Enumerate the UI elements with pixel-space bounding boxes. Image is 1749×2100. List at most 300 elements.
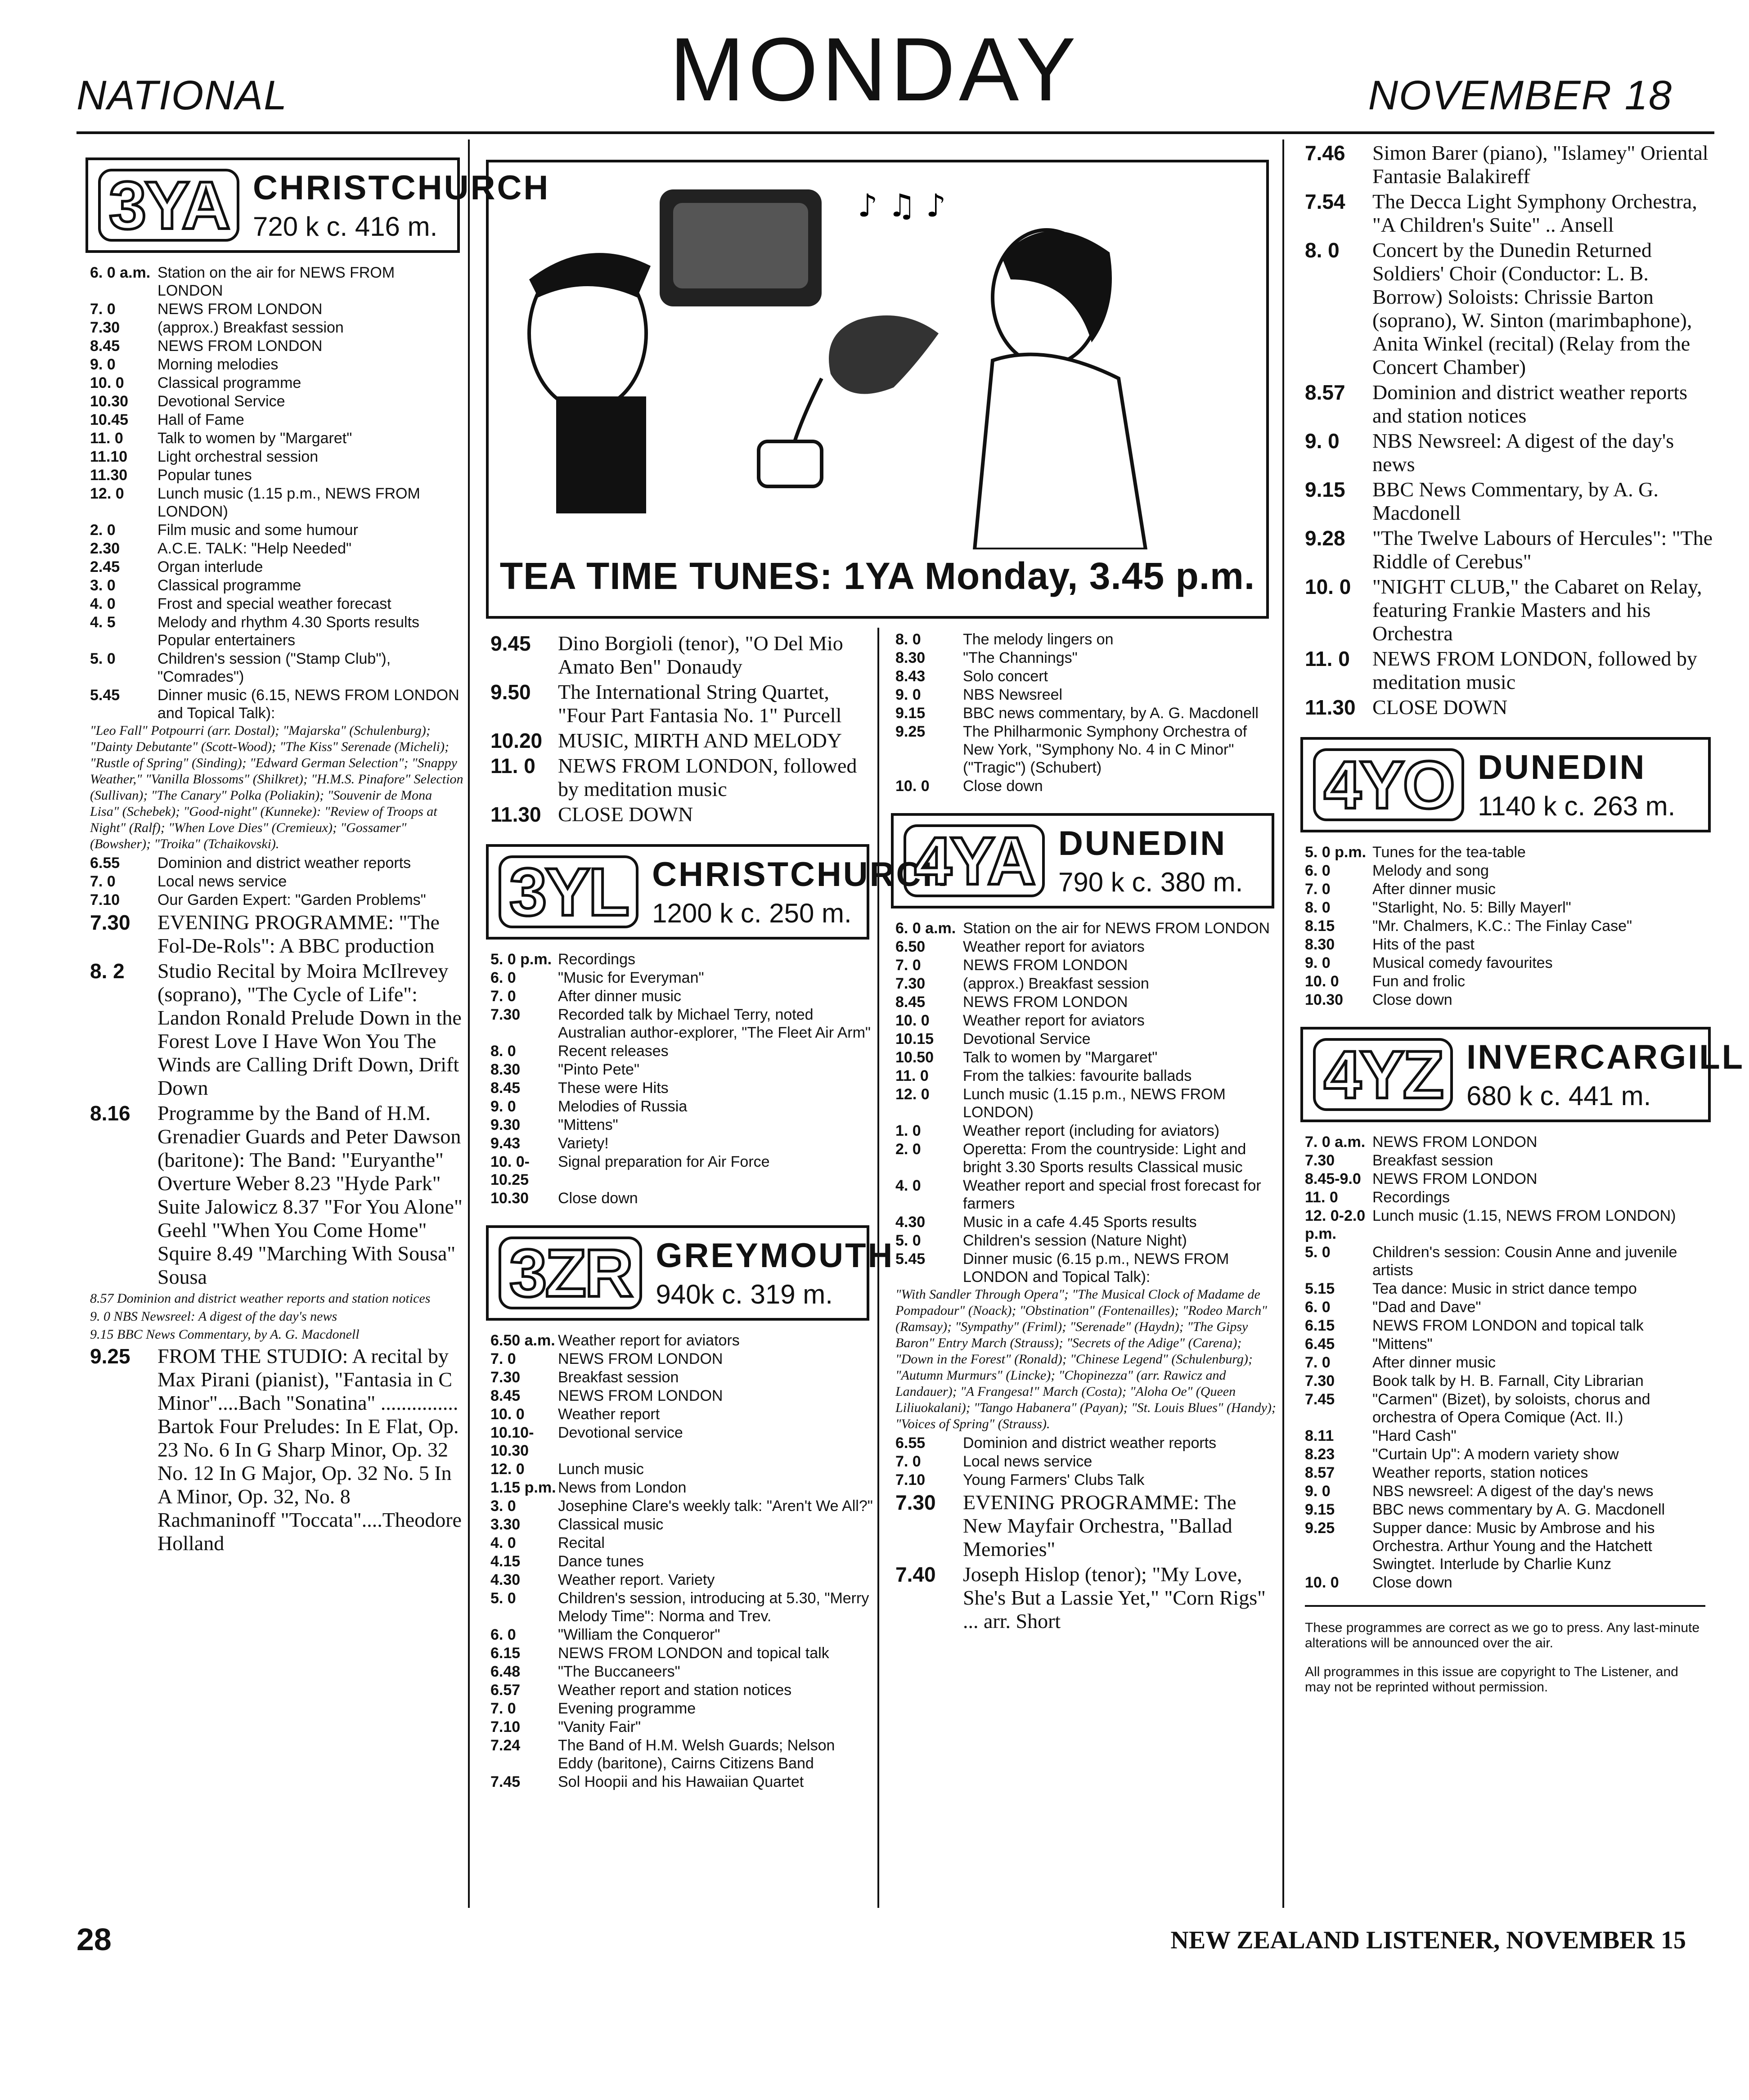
station-frequency: 940k c. 319 m. [656,1279,833,1309]
notice-rule [1305,1605,1705,1607]
programme-time: 5.15 [1305,1280,1335,1297]
station-header [891,813,1274,908]
programme-time: 6.48 [490,1663,521,1680]
programme-time: 10. 0 [895,778,930,795]
station-info [1478,748,1675,822]
programme-entry [1305,1501,1714,1519]
programme-time: 7. 0 [490,988,516,1005]
programme-entry [90,613,463,649]
programme-entry [895,1232,1278,1250]
programme-description: A.C.E. TALK: "Help Needed" [157,540,352,557]
programme-time: 5. 0 [895,1232,921,1249]
programme-entry [1305,843,1714,861]
programme-description: Station on the air for NEWS FROM LONDON [963,920,1270,937]
programme-description: "Hard Cash" [1372,1427,1457,1444]
programme-entry [90,686,463,722]
programme-description: Joseph Hislop (tenor); "My Love, She's But a Lassie Yet," "Corn Rigs" ... arr. Short [963,1563,1266,1632]
programme-description: "Carmen" (Bizet), by soloists, chorus and orchestra of Opera Comique (Act. II.) [1372,1391,1650,1426]
programme-time: 8.23 [1305,1446,1335,1463]
dinner-music-list: "With Sandler Through Opera"; "The Musical Clock of Madame de Pompadour" (Noack); "Obstination" (Fontenailles); "Rodeo March" (Ramsay); "Sympathy" (Friml); "Serenade" (Haydn); "The Gipsy Baron" Entry March (Strauss); "Secrets of the Adige" (Carena); "Down in the Forest" (Ronald); "Chinese Legend" (Schulenburg); "Autumn Murmurs" (Lincke); "Chopinezza" (arr. Rawicz and Landauer); "A Frangesa!" March (Costa); "Aloha Oe" (Queen Liliuokalani); "Tango Habanera" (Payan); "St. Louis Blues" (Handy); "Voices of Spring" (Strauss). [895,1287,1276,1431]
programme-time: 12. 0 [490,1461,525,1478]
programme-description: Weather report and special frost forecast for farmers [963,1177,1261,1212]
programme-entry [490,969,873,987]
programme-entry [895,1030,1278,1048]
programme-entry [490,987,873,1005]
programme-description: NEWS FROM LONDON [963,957,1128,974]
programme-entry [1305,1298,1714,1316]
programme-time: 6.57 [490,1682,521,1699]
programme-entry [1305,862,1714,880]
station-info [1466,1038,1745,1111]
programme-entry [895,1140,1278,1176]
programme-time: 10.45 [90,411,129,428]
programme-entry [1305,429,1714,476]
programme-entry [490,1773,873,1791]
station-info [656,1236,894,1310]
programme-description: Devotional Service [963,1030,1091,1048]
programme-description: Weather report. Variety [558,1571,715,1588]
programme-description: Tea dance: Music in strict dance tempo [1372,1280,1637,1297]
programme-time: 6.55 [895,1434,926,1452]
programme-entry [90,319,463,337]
programme-description: Lunch music (1.15 p.m., NEWS FROM LONDON) [157,485,420,520]
programme-description: "William the Conqueror" [558,1626,720,1643]
programme-entry [490,1663,873,1681]
programme-time: 7.54 [1305,190,1345,213]
station-header [85,157,550,253]
programme-description: Musical comedy favourites [1372,954,1553,971]
programme-time: 7.30 [895,1491,936,1514]
programme-description: Close down [558,1190,638,1207]
station-header [1300,737,1711,832]
programme-time: 7.10 [90,891,120,908]
programme-entry [90,854,463,872]
programme-entry [1305,1354,1714,1372]
programme-time: 11. 0 [1305,1189,1338,1206]
programme-entry [90,650,463,686]
programme-description: Lunch music (1.15, NEWS FROM LONDON) [1372,1207,1676,1224]
programme-entry [1305,1372,1714,1390]
programme-description: NEWS FROM LONDON and topical talk [1372,1317,1644,1334]
programme-entry [490,1042,873,1060]
programme-description: "Mittens" [1372,1336,1433,1353]
programme-description: NEWS FROM LONDON and topical talk [558,1645,829,1662]
copyright-notice: All programmes in this issue are copyright to The Listener, and may not be reprinted without permission. [1305,1664,1678,1695]
programme-entry [490,1097,873,1115]
programme-time: 4. 5 [90,614,116,631]
programme-description: NEWS FROM LONDON [1372,1133,1538,1151]
station-name: DUNEDIN [1058,824,1227,863]
programme-description: Local news service [157,873,287,890]
programme-time: 8.30 [490,1061,521,1078]
programme-description: Variety! [558,1135,609,1152]
programme-entry [895,686,1278,704]
programme-time: 5.45 [895,1250,926,1268]
programme-entry [895,1012,1278,1030]
station-call-sign: 4YZ [1313,1038,1453,1111]
programme-description: "Curtain Up": A modern variety show [1372,1446,1619,1463]
programme-entry [1305,1243,1714,1279]
programme-description: Concert by the Dunedin Returned Soldiers' Choir (Conductor: L. B. Borrow) Soloists: Chrissie Barton (soprano), W. Sinton (marimbaphone), Anita Winkel (recital) (Relay from the Concert Chamber) [1372,238,1692,378]
programme-entry [90,540,463,558]
programme-time: 1.15 p.m. [490,1479,556,1496]
programme-entry [90,1102,463,1289]
programme-time: 3.30 [490,1516,521,1533]
programme-time: 9. 0 [1305,429,1340,453]
programme-entry [895,1491,1278,1561]
programme-description: "NIGHT CLUB," the Cabaret on Relay, featuring Frankie Masters and his Orchestra [1372,575,1702,645]
programme-description: These were Hits [558,1079,669,1097]
programme-description: Talk to women by "Margaret" [963,1049,1158,1066]
programme-description: Recorded talk by Michael Terry, noted Australian author-explorer, "The Fleet Air Arm" [558,1006,871,1041]
copyright-notice: These programmes are correct as we go to press. Any last-minute alterations will be announced over the air. [1305,1620,1700,1650]
programme-entry [490,1061,873,1079]
programme-description: NEWS FROM LONDON [558,1387,723,1404]
programme-time: 8. 0 [1305,899,1331,916]
programme-entry [1305,917,1714,935]
programme-time: 5. 0 p.m. [490,951,552,968]
programme-description: Our Garden Expert: "Garden Problems" [157,891,426,908]
programme-description: EVENING PROGRAMME: The New Mayfair Orchestra, "Ballad Memories" [963,1491,1236,1560]
programme-description: Evening programme [558,1700,696,1717]
programme-time: 8.43 [895,668,926,685]
programme-description: Melody and song [1372,862,1489,879]
programme-time: 9.50 [490,680,531,704]
programme-description: Weather report for aviators [963,1012,1145,1029]
programme-entry [1305,880,1714,898]
programme-time: 9. 0 [1305,954,1331,971]
programme-time: 9.28 [1305,526,1345,550]
programme-time: 6.45 [1305,1336,1335,1353]
programme-description: NEWS FROM LONDON [963,994,1128,1011]
programme-entry [895,1067,1278,1085]
station-header [1300,1027,1745,1122]
programme-time: 6.15 [490,1645,521,1662]
programme-entry [90,374,463,392]
programme-time: 9.25 [1305,1520,1335,1537]
programme-entry [1305,1574,1714,1592]
programme-entry [1305,1427,1714,1445]
station-call-sign: 4YA [904,824,1045,897]
programme-entry [490,1460,873,1478]
station-frequency: 790 k c. 380 m. [1058,867,1243,897]
programme-description: Dinner music (6.15, NEWS FROM LONDON and Topical Talk): [157,687,459,722]
programme-description: FROM THE STUDIO: A recital by Max Pirani (pianist), "Fantasia in C Minor"....Bach "Sonatina" ............... Bartok Four Preludes: In E Flat, Op. 23 No. 6 In G Sharp Minor, Op. 32 No. 12 In G Major, Op. 32 No. 5 In A Minor, Op. 32, No. 8 Rachmaninoff "Toccata"....Theodore Holland [157,1345,462,1555]
programme-entry [895,649,1278,667]
programme-entry [490,1479,873,1497]
programme-time: 9. 0 [90,356,116,373]
programme-description: Classical programme [157,374,301,391]
programme-entry [895,667,1278,685]
programme-entry [490,1006,873,1042]
programme-entry [895,1085,1278,1121]
programme-time: 7.10 [895,1471,926,1488]
programme-time: 7. 0 [1305,881,1331,898]
programme-description: "Dad and Dave" [1372,1299,1481,1316]
programme-time: 11. 0 [895,1067,929,1084]
programme-description: Supper dance: Music by Ambrose and his Orchestra. Arthur Young and the Hatchett Swingtet. Interlude by Charlie Kunz [1372,1520,1655,1573]
programme-description: Solo concert [963,668,1048,685]
programme-description: Melodies of Russia [558,1098,688,1115]
programme-time: 8.57 [1305,381,1345,404]
programme-entry [1305,381,1714,427]
programme-description: The International String Quartet, "Four Part Fantasia No. 1" Purcell [558,680,842,727]
programme-description: Lunch music [558,1461,644,1478]
illustration-caption: TEA TIME TUNES: 1YA Monday, 3.45 p.m. [499,555,1255,597]
programme-entry [1305,575,1714,645]
programme-entry [1305,478,1714,525]
programme-entry [90,891,463,909]
programme-entry [1305,935,1714,953]
programme-entry [90,466,463,484]
programme-entry [90,337,463,355]
programme-time: 12. 0-2.0 p.m. [1305,1207,1366,1242]
programme-time: 5. 0 [490,1590,516,1607]
programme-entry [490,1589,873,1625]
programme-description: Weather reports, station notices [1372,1464,1588,1481]
station-name: GREYMOUTH [656,1237,895,1275]
station-call-sign: 3ZR [499,1237,642,1309]
programme-note: 9.15 BBC News Commentary, by A. G. Macdonell [90,1327,360,1342]
programme-time: 4. 0 [490,1534,516,1551]
programme-time: 10. 0 [895,1012,930,1029]
programme-entry [490,1534,873,1552]
programme-entry [490,950,873,968]
programme-entry [1305,899,1714,917]
programme-entry [90,300,463,318]
programme-time: 5. 0 [1305,1244,1331,1261]
programme-time: 7.46 [1305,141,1345,165]
programme-entry [490,1552,873,1570]
programme-entry [1305,972,1714,990]
programme-description: Light orchestral session [157,448,319,465]
column-divider [1282,139,1284,1908]
programme-time: 10.20 [490,729,543,752]
programme-time: 10. 0 [1305,973,1339,990]
programme-entry [490,1718,873,1736]
programme-time: 6. 0 [1305,862,1331,879]
programme-time: 8. 0 [895,631,921,648]
programme-time: 8. 2 [90,959,125,983]
programme-time: 9.25 [895,723,926,740]
programme-time: 9.15 [1305,1501,1335,1518]
programme-entry [490,1515,873,1533]
station-frequency: 1140 k c. 263 m. [1478,791,1676,821]
programme-description: Recital [558,1534,605,1551]
programme-entry [1305,991,1714,1009]
programme-description: "Pinto Pete" [558,1061,640,1078]
programme-time: 8.15 [1305,917,1335,935]
programme-entry [490,1153,873,1189]
programme-time: 11. 0 [490,754,535,778]
programme-entry [490,1134,873,1152]
programme-description: Breakfast session [1372,1152,1493,1169]
programme-description: Sol Hoopii and his Hawaiian Quartet [558,1773,804,1790]
programme-time: 9.43 [490,1135,521,1152]
programme-time: 10.30 [1305,991,1344,1008]
programme-entry [490,1387,873,1405]
programme-time: 8.57 [1305,1464,1335,1481]
programme-time: 11.30 [90,467,128,484]
programme-entry [90,576,463,594]
programme-entry [90,911,463,958]
programme-time: 8.45 [490,1387,521,1404]
programme-time: 12. 0 [895,1086,930,1103]
programme-entry [1305,1519,1714,1573]
programme-entry [895,1177,1278,1213]
programme-entry [895,1452,1278,1470]
programme-time: 3. 0 [90,577,116,594]
programme-entry [1305,526,1714,573]
programme-time: 10. 0-10.25 [490,1153,530,1188]
programme-description: BBC news commentary, by A. G. Macdonell [963,705,1259,722]
page-title: MONDAY [670,19,1079,120]
station-name: DUNEDIN [1478,748,1646,787]
programme-description: NEWS FROM LONDON [157,337,323,355]
programme-description: Studio Recital by Moira McIlrevey (soprano), "The Cycle of Life": Landon Ronald Prelude Down in the Forest Love I Have Won You The Winds are Calling Drift Down, Drift Down [157,959,462,1099]
programme-description: (approx.) Breakfast session [157,319,344,336]
programme-time: 8. 0 [490,1043,516,1060]
programme-description: Breakfast session [558,1369,679,1386]
programme-time: 9. 0 [490,1098,516,1115]
programme-entry [895,938,1278,956]
programme-entry [90,485,463,521]
programme-time: 7.30 [90,911,130,934]
programme-description: NEWS FROM LONDON [558,1350,723,1367]
programme-time: 7.30 [90,319,120,336]
programme-description: "The Channings" [963,649,1078,666]
programme-time: 9. 0 [1305,1483,1331,1500]
programme-entry [1305,954,1714,972]
programme-description: Weather report [558,1406,660,1423]
programme-description: News from London [558,1479,687,1496]
station-frequency: 720 k c. 416 m. [253,211,438,242]
cup-icon [759,441,822,486]
programme-description: EVENING PROGRAMME: "The Fol-De-Rols": A BBC production [157,911,440,957]
programme-time: 10. 0 [1305,575,1351,598]
programme-time: 7.24 [490,1737,521,1754]
programme-description: NBS newsreel: A digest of the day's news [1372,1483,1654,1500]
programme-description: Local news service [963,1453,1093,1470]
programme-entry [490,1736,873,1772]
programme-entry [490,1116,873,1134]
programme-description: Station on the air for NEWS FROM LONDON [157,264,395,299]
programme-entry [90,355,463,373]
programme-description: "The Twelve Labours of Hercules": "The Riddle of Cerebus" [1372,526,1713,573]
programme-entry [490,1350,873,1368]
programme-time: 8.11 [1305,1427,1334,1444]
programme-entry [895,1563,1278,1633]
programme-entry [90,264,463,300]
programme-time: 7. 0 [490,1700,516,1717]
programme-description: Melody and rhythm 4.30 Sports results Popular entertainers [157,614,420,649]
programme-entry [895,630,1278,648]
programme-description: Lunch music (1.15 p.m., NEWS FROM LONDON) [963,1086,1226,1121]
programme-time: 7.30 [1305,1372,1335,1390]
programme-time: 12. 0 [90,485,124,502]
programme-entry [490,803,873,826]
programme-description: "Music for Everyman" [558,969,704,986]
programme-entry [490,1626,873,1644]
programme-entry [1305,238,1714,379]
programme-time: 7. 0 [90,873,116,890]
programme-entry [490,729,873,752]
programme-description: Dominion and district weather reports and station notices [1372,381,1688,427]
programme-description: After dinner music [558,988,681,1005]
programme-entry [1305,1151,1714,1169]
header-rule [76,131,1714,134]
programme-description: Children's session (Nature Night) [963,1232,1187,1249]
programme-time: 6. 0 [1305,1299,1331,1316]
programme-time: 7.30 [490,1006,521,1023]
programme-time: 5.45 [90,687,120,704]
programme-time: 5. 0 p.m. [1305,844,1367,861]
programme-time: 3. 0 [490,1497,516,1515]
programme-description: Close down [1372,991,1452,1008]
programme-entry [1305,141,1714,188]
station-frequency: 1200 k c. 250 m. [652,898,852,928]
programme-time: 11. 0 [1305,647,1350,670]
programme-entry [490,1644,873,1662]
programme-time: 10.15 [895,1030,934,1048]
programme-time: 9.15 [895,705,926,722]
programme-description: Morning melodies [157,356,279,373]
programme-entry [895,1471,1278,1489]
programme-time: 9.45 [490,632,531,655]
programme-time: 6.15 [1305,1317,1335,1334]
programme-entry [490,1571,873,1589]
programme-entry [1305,1335,1714,1353]
page-number: 28 [76,1922,112,1957]
programme-entry [1305,190,1714,237]
station-call-sign: 4YO [1313,748,1464,821]
station-name: INVERCARGILL [1466,1038,1745,1076]
programme-time: 7.30 [895,975,926,992]
programme-time: 8.45-9.0 [1305,1170,1361,1187]
dinner-music-list: "Leo Fall" Potpourri (arr. Dostal); "Majarska" (Schulenburg); "Dainty Debutante" (Scott-Wood); "The Kiss" Serenade (Micheli); "Rustle of Spring" (Sinding); "Edward German Selection"; "Snappy Weather," "Vanilla Blossoms" (Shilkret); "H.M.S. Pinafore" Selection (Sullivan); "The Canary" Polka (Poliakin); "Souvenir de Mona Lisa" (Schebek); "Good-night" (Kunneke): "Review of Troops at Night" (Ralf); "When Love Dies" (Cremieux); "Gossamer" (Bowsher); "Troika" (Tchaikovski). [90,723,463,851]
programme-time: 6. 0 [490,1626,516,1643]
programme-description: Recordings [558,951,635,968]
programme-description: Close down [1372,1574,1452,1591]
programme-time: 10. 0 [490,1406,525,1423]
programme-time: 10.30 [490,1190,529,1207]
programme-description: The Decca Light Symphony Orchestra, "A Children's Suite" .. Ansell [1372,190,1697,236]
programme-description: Popular tunes [157,467,252,484]
programme-entry [895,1213,1278,1231]
programme-time: 5. 0 [90,650,116,667]
programme-time: 6. 0 a.m. [895,920,956,937]
programme-note: 8.57 Dominion and district weather reports and station notices [90,1291,431,1306]
programme-entry [895,777,1278,795]
programme-description: Signal preparation for Air Force [558,1153,770,1170]
programme-entry [90,448,463,466]
programme-entry [490,1681,873,1699]
programme-description: "Vanity Fair" [558,1718,641,1736]
programme-entry [490,1331,873,1349]
programme-entry [895,1048,1278,1066]
programme-time: 8.30 [895,649,926,666]
programme-entry [490,1405,873,1423]
programme-description: Weather report for aviators [558,1332,740,1349]
programme-description: Music in a cafe 4.45 Sports results [963,1214,1197,1231]
programme-time: 7.40 [895,1563,936,1586]
programme-time: 8.45 [490,1079,521,1097]
programme-entry [90,872,463,890]
programme-time: 10.50 [895,1049,934,1066]
programme-description: Children's session ("Stamp Club"), "Comrades") [157,650,391,685]
programme-description: BBC News Commentary, by A. G. Macdonell [1372,478,1659,524]
programme-time: 9.15 [1305,478,1345,501]
